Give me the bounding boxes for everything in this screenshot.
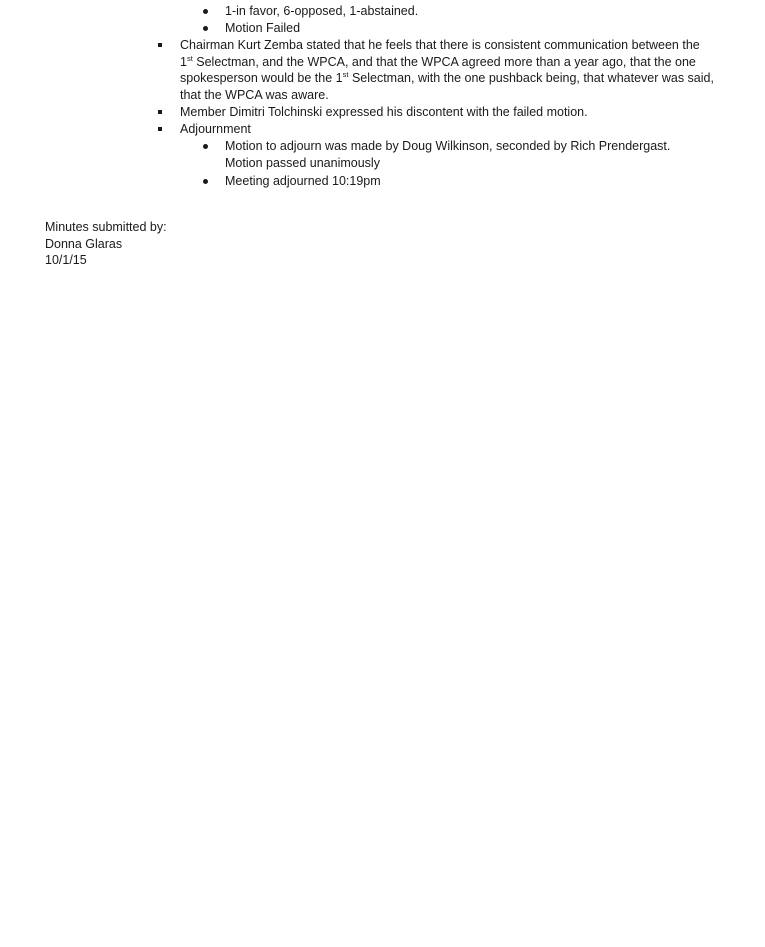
signature-name: Donna Glaras	[45, 237, 123, 251]
meeting-adjourned: Meeting adjourned 10:19pm	[225, 174, 381, 188]
ordinal-suffix: st	[342, 70, 349, 79]
ordinal-suffix: st	[186, 54, 193, 63]
signature-label: Minutes submitted by:	[45, 220, 167, 234]
ordinal-number: 1	[180, 55, 187, 69]
bullet-dot-icon	[203, 9, 208, 14]
motion-status: Motion Failed	[225, 21, 301, 35]
member-statement: Member Dimitri Tolchinski expressed his discontent with the failed motion.	[180, 105, 588, 119]
chairman-statement-line: Chairman Kurt Zemba stated that he feels that there is consistent communication between the	[180, 38, 700, 52]
signature-date: 10/1/15	[45, 253, 87, 267]
statement-text: Selectman, and the WPCA, and that the WPCA agreed more than a year ago, that the one	[192, 55, 696, 69]
statement-text: spokesperson would be the 1	[180, 71, 343, 85]
bullet-square-icon	[158, 110, 162, 114]
adjourn-motion: Motion to adjourn was made by Doug Wilkinson, seconded by Rich Prendergast.	[225, 139, 671, 153]
bullet-dot-icon	[203, 144, 208, 149]
adjourn-motion-result: Motion passed unanimously	[225, 156, 380, 170]
bullet-square-icon	[158, 127, 162, 131]
bullet-dot-icon	[203, 26, 208, 31]
chairman-statement-line: that the WPCA was aware.	[180, 88, 329, 102]
bullet-dot-icon	[203, 179, 208, 184]
vote-result: 1-in favor, 6-opposed, 1-abstained.	[225, 4, 419, 18]
bullet-square-icon	[158, 43, 162, 47]
chairman-statement-line	[180, 54, 696, 71]
adjournment-heading: Adjournment	[180, 122, 251, 136]
chairman-statement-line	[180, 70, 714, 87]
statement-text: Selectman, with the one pushback being, that whatever was said,	[348, 71, 714, 85]
